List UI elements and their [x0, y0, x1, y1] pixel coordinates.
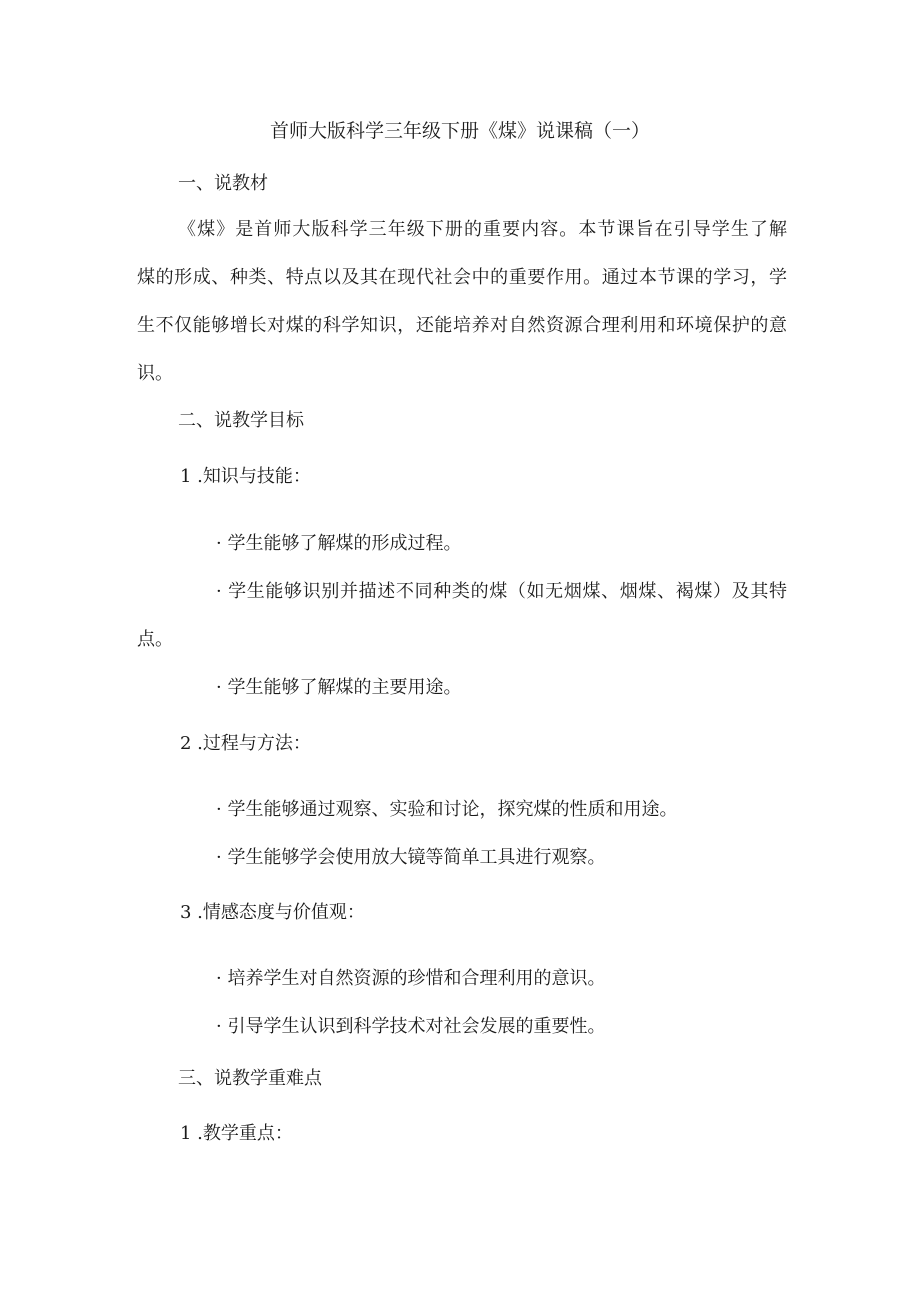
bullet-item-continuation: 点。 — [137, 629, 173, 650]
bullet-item: · 学生能够学会使用放大镜等简单工具进行观察。 — [216, 847, 606, 868]
paragraph-line: 《煤》是首师大版科学三年级下册的重要内容。本节课旨在引导学生了解 — [178, 219, 787, 240]
section-heading-3: 三、说教学重难点 — [178, 1068, 322, 1089]
bullet-item: · 学生能够了解煤的形成过程。 — [216, 533, 462, 554]
subsection-heading: 1 .教学重点： — [180, 1123, 293, 1144]
paragraph-line: 生不仅能够增长对煤的科学知识，还能培养对自然资源合理利用和环境保护的意 — [137, 315, 787, 336]
subsection-heading: 3 .情感态度与价值观： — [180, 902, 365, 923]
paragraph-line: 识。 — [137, 363, 173, 384]
bullet-item: · 学生能够了解煤的主要用途。 — [216, 677, 462, 698]
bullet-item: · 学生能够通过观察、实验和讨论，探究煤的性质和用途。 — [216, 799, 678, 820]
section-heading-1: 一、说教材 — [178, 173, 268, 194]
bullet-item: · 引导学生认识到科学技术对社会发展的重要性。 — [216, 1016, 606, 1037]
document-title: 首师大版科学三年级下册《煤》说课稿（一） — [269, 120, 650, 142]
section-heading-2: 二、说教学目标 — [178, 410, 304, 431]
subsection-heading: 2 .过程与方法： — [180, 733, 311, 754]
paragraph-line: 煤的形成、种类、特点以及其在现代社会中的重要作用。通过本节课的学习，学 — [137, 267, 787, 288]
bullet-item: · 培养学生对自然资源的珍惜和合理利用的意识。 — [216, 968, 606, 989]
bullet-item: · 学生能够识别并描述不同种类的煤（如无烟煤、烟煤、褐煤）及其特 — [216, 581, 787, 602]
subsection-heading: 1 .知识与技能： — [180, 466, 311, 487]
